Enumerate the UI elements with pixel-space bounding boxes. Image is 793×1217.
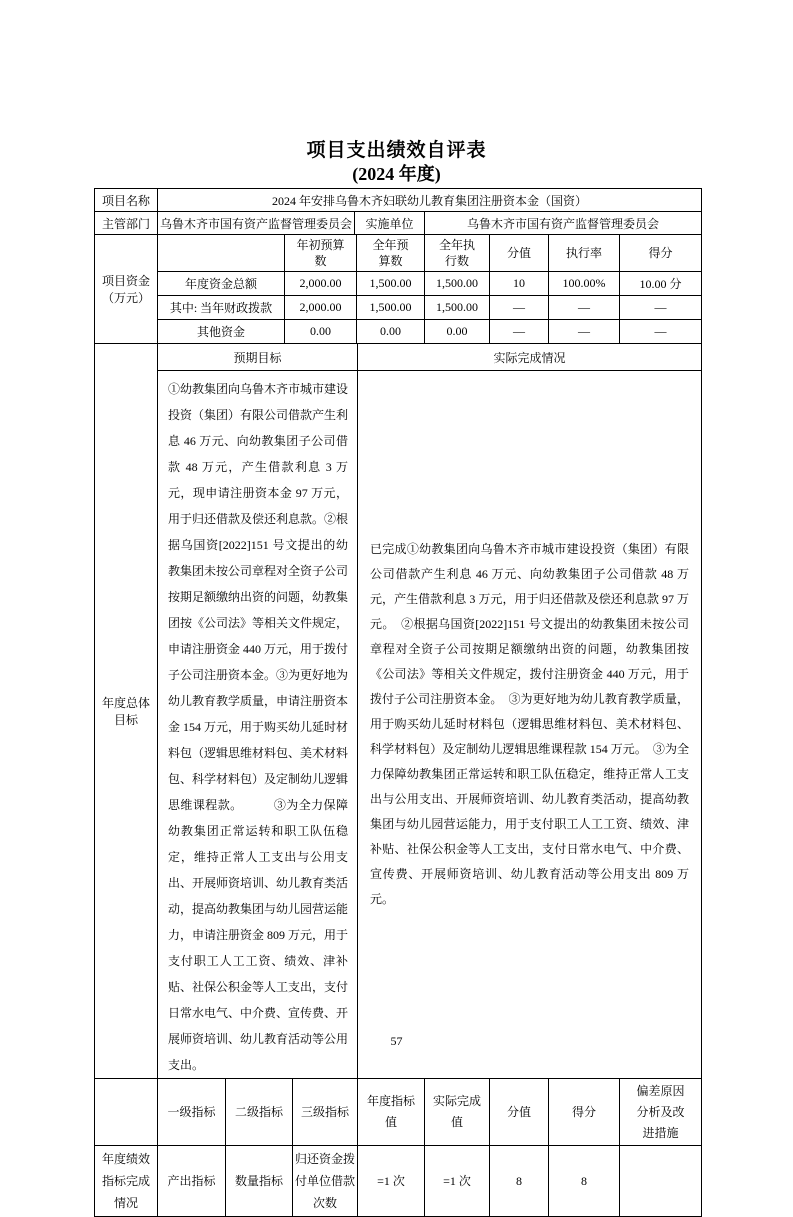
indicators-header-score: 得分 <box>549 1079 620 1146</box>
project-name-row <box>95 189 702 212</box>
funds-total-rate: 100.00% <box>549 272 620 296</box>
dept-label: 主管部门 <box>95 212 158 235</box>
impl-unit-label: 实施单位 <box>355 212 425 235</box>
impl-unit-value: 乌鲁木齐市国有资产监督管理委员会 <box>425 212 702 235</box>
funds-header-annual-execution: 全年执行数 <box>425 235 490 272</box>
project-info-table <box>94 188 702 235</box>
funds-fiscal-label: 其中: 当年财政拨款 <box>158 296 285 320</box>
indicators-header-level2: 二级指标 <box>226 1079 293 1146</box>
document-subtitle-year: (2024 年度) <box>352 164 441 184</box>
funds-fiscal-executed: 1,500.00 <box>425 296 490 320</box>
indicator-level1-value: 产出指标 <box>158 1146 226 1217</box>
project-name-value: 2024 年安排乌鲁木齐妇联幼儿教育集团注册资本金（国资） <box>158 189 702 212</box>
funds-blank-header <box>158 235 285 272</box>
indicators-header-target: 年度指标值 <box>358 1079 425 1146</box>
funds-total-score-value: 10 <box>490 272 549 296</box>
indicators-header-level1: 一级指标 <box>158 1079 226 1146</box>
funds-header-score: 得分 <box>620 235 702 272</box>
indicator-level3-value: 归还资金拨付单位借款次数 <box>293 1146 358 1217</box>
goals-section-label: 年度总体目标 <box>95 344 158 1079</box>
funds-other-initial: 0.00 <box>285 320 357 344</box>
funds-fiscal-score-value: — <box>490 296 549 320</box>
goals-header-row <box>95 344 702 371</box>
funds-fiscal-initial: 2,000.00 <box>285 296 357 320</box>
funds-row-fiscal <box>95 296 702 320</box>
funds-total-executed: 1,500.00 <box>425 272 490 296</box>
goals-content-row <box>95 371 702 1079</box>
funds-other-score: — <box>620 320 702 344</box>
funds-row-other <box>95 320 702 344</box>
goals-expected-text: ①幼教集团向乌鲁木齐市城市建设投资（集团）有限公司借款产生利息 46 万元、向幼教集团子公司借款 48 万元，产生借款利息 3 万元，现申请注册资本金 97 万元，用于归还借款及偿还利息款。②根据乌国资[2022]151 号文提出的幼教集团未按公司章程对全资子公司按期足额缴纳出资的问题，幼教集团按《公司法》等相关文件规定，申请注册资金 440 万元，用于拨付子公司注册资本金。③为更好地为幼儿教育教学质量，申请注册资本金 154 万元，用于购买幼儿延时材料包（逻辑思维材料包、美术材料包、科学材料包）及定制幼儿逻辑思维课程款。 ③为全力保障幼教集团正常运转和职工队伍稳定，维持正常人工支出与公用支出、开展师资培训、幼儿教育类活动，提高幼教集团与幼儿园营运能力，申请注册资金 809 万元，用于支付职工人工工资、绩效、津补贴、社保公积金等人工支出，支付日常水电气、中介费、宣传费、开展师资培训、幼儿教育活动等公用支出。 <box>158 371 358 1079</box>
annual-goals-table <box>94 343 702 1079</box>
indicator-deviation-cell <box>620 1146 702 1217</box>
funds-other-label: 其他资金 <box>158 320 285 344</box>
funds-header-execution-rate: 执行率 <box>549 235 620 272</box>
funds-other-executed: 0.00 <box>425 320 490 344</box>
project-name-label: 项目名称 <box>95 189 158 212</box>
indicators-table <box>94 1078 702 1217</box>
goals-expected-header: 预期目标 <box>158 344 358 371</box>
funds-total-score: 10.00 分 <box>620 272 702 296</box>
indicators-data-row <box>95 1146 702 1217</box>
indicators-section-label: 年度绩效指标完成情况 <box>95 1146 158 1217</box>
funds-total-initial: 2,000.00 <box>285 272 357 296</box>
indicator-actual-value: =1 次 <box>425 1146 490 1217</box>
indicator-level2-value: 数量指标 <box>226 1146 293 1217</box>
page-number: 57 <box>390 1034 403 1048</box>
funds-row-total <box>95 272 702 296</box>
funds-section-label: 项目资金（万元） <box>95 235 158 344</box>
funds-fiscal-rate: — <box>549 296 620 320</box>
funds-fiscal-score: — <box>620 296 702 320</box>
document-title: 项目支出绩效自评表 <box>306 140 487 161</box>
project-funds-table <box>94 234 702 344</box>
funds-header-initial-budget: 年初预算数 <box>285 235 357 272</box>
goals-actual-header: 实际完成情况 <box>358 344 702 371</box>
funds-total-annual: 1,500.00 <box>357 272 425 296</box>
indicators-blank-header <box>95 1079 158 1146</box>
department-row <box>95 212 702 235</box>
indicators-header-row <box>95 1079 702 1146</box>
indicators-header-actual: 实际完成值 <box>425 1079 490 1146</box>
funds-other-rate: — <box>549 320 620 344</box>
indicators-header-score-value: 分值 <box>490 1079 549 1146</box>
goals-actual-text: 已完成①幼教集团向乌鲁木齐市城市建设投资（集团）有限公司借款产生利息 46 万元、向幼教集团子公司借款 48 万元，产生借款利息 3 万元，用于归还借款及偿还利息款 97 万元。 ②根据乌国资[2022]151 号文提出的幼教集团未按公司章程对全资子公司按期足额缴纳出资的问题，幼教集团按《公司法》等相关文件规定，拨付注册资金 440 万元，用于拨付子公司注册资本金。 ③为更好地为幼儿教育教学质量，用于购买幼儿延时材料包（逻辑思维材料包、美术材料包、科学材料包）及定制幼儿逻辑思维课程款 154 万元。 ③为全力保障幼教集团正常运转和职工队伍稳定，维持正常人工支出与公用支出、开展师资培训、幼儿教育类活动，提高幼教集团与幼儿园营运能力，用于支付职工人工工资、绩效、津补贴、社保公积金等人工支出，支付日常水电气、中介费、宣传费、开展师资培训、幼儿教育活动等公用支出 809 万元。 <box>358 371 702 1079</box>
funds-header-annual-budget: 全年预算数 <box>357 235 425 272</box>
indicator-target-value: =1 次 <box>358 1146 425 1217</box>
indicator-score-value: 8 <box>490 1146 549 1217</box>
funds-header-score-value: 分值 <box>490 235 549 272</box>
indicator-score: 8 <box>549 1146 620 1217</box>
indicators-header-level3: 三级指标 <box>293 1079 358 1146</box>
indicators-header-deviation: 偏差原因分析及改进措施 <box>620 1079 702 1146</box>
funds-header-row <box>95 235 702 272</box>
funds-fiscal-annual: 1,500.00 <box>357 296 425 320</box>
dept-value: 乌鲁木齐市国有资产监督管理委员会 <box>158 212 355 235</box>
funds-other-annual: 0.00 <box>357 320 425 344</box>
funds-other-score-value: — <box>490 320 549 344</box>
funds-total-label: 年度资金总额 <box>158 272 285 296</box>
self-evaluation-table <box>94 188 701 1217</box>
